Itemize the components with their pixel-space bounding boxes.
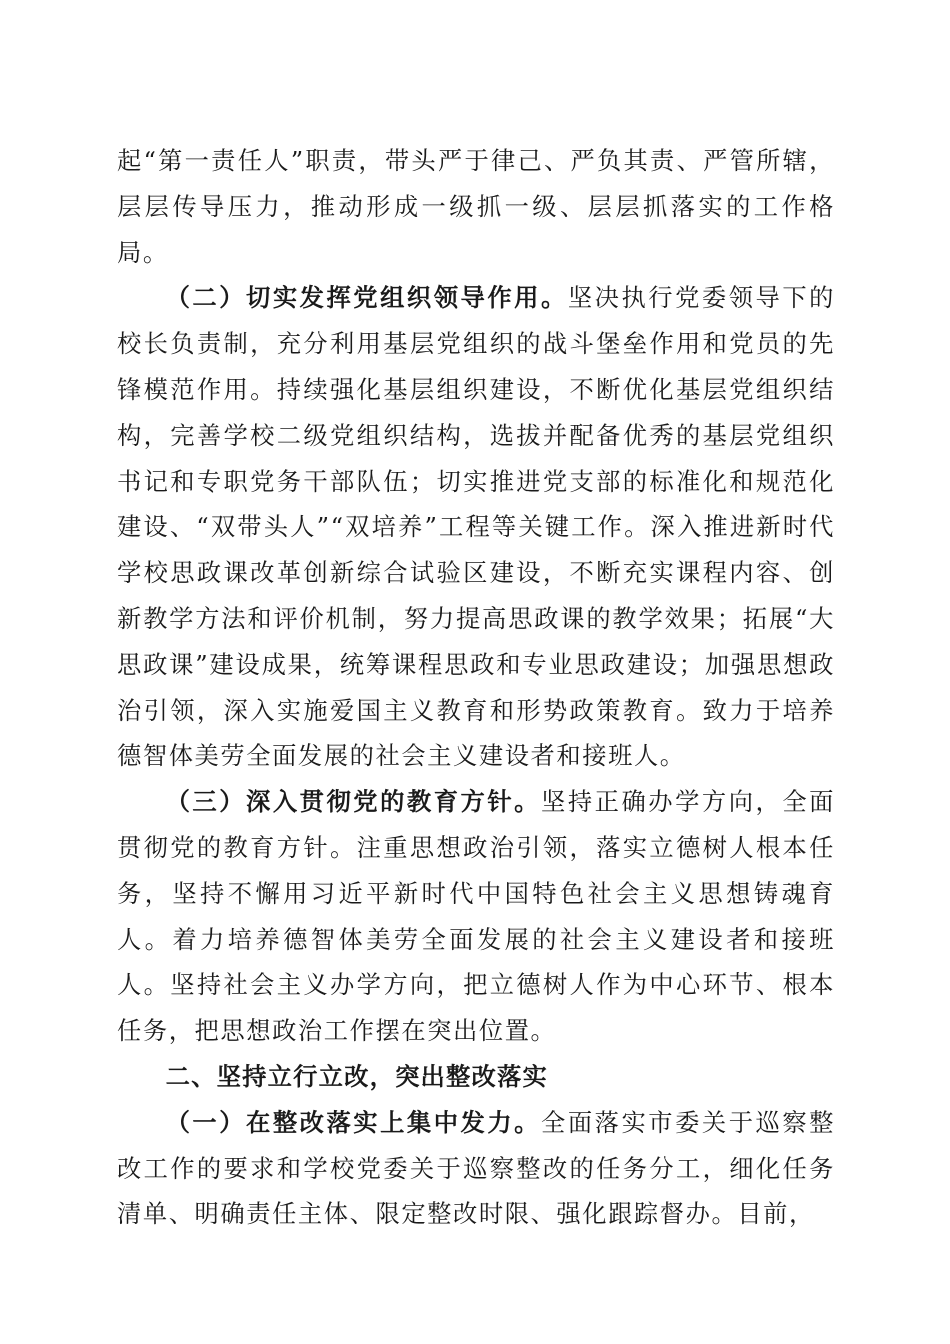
paragraph-education-policy	[117, 779, 835, 1054]
paragraph-rectification	[117, 1100, 835, 1237]
paragraph-text: 全面落实市委关于巡察整改工作的要求和学校党委关于巡察整改的任务分工，细化任务清单、明确责任主体、限定整改时限、强化跟踪督办。目前，	[117, 1107, 835, 1229]
document-body	[117, 138, 835, 1237]
paragraph-lead: （三）深入贯彻党的教育方针。	[165, 787, 541, 817]
paragraph-text: 坚决执行党委领导下的校长负责制，充分利用基层党组织的战斗堡垒作用和党员的先锋模范作用。持续强化基层组织建设，不断优化基层党组织结构，完善学校二级党组织结构，选拔并配备优秀的基层党组织书记和专职党务干部队伍；切实推进党支部的标准化和规范化建设、“双带头人”“双培养”工程等关键工作。深入推进新时代学校思政课改革创新综合试验区建设，不断充实课程内容、创新教学方法和评价机制，努力提高思政课的教学效果；拓展“大思政课”建设成果，统筹课程思政和专业思政建设；加强思想政治引领，深入实施爱国主义教育和形势政策教育。致力于培养德智体美劳全面发展的社会主义建设者和接班人。	[117, 283, 836, 771]
paragraph-continuation	[117, 138, 835, 275]
paragraph-lead: （一）在整改落实上集中发力。	[165, 1107, 541, 1137]
paragraph-party-organization	[117, 275, 835, 779]
paragraph-text: 起“第一责任人”职责，带头严于律己、严负其责、严管所辖，层层传导压力，推动形成一级抓一级、层层抓落实的工作格局。	[117, 146, 835, 267]
section-heading: 二、坚持立行立改，突出整改落实	[165, 1061, 549, 1091]
paragraph-text: 坚持正确办学方向，全面贯彻党的教育方针。注重思想政治引领，落实立德树人根本任务，坚持不懈用习近平新时代中国特色社会主义思想铸魂育人。着力培养德智体美劳全面发展的社会主义建设者和接班人。坚持社会主义办学方向，把立德树人作为中心环节、根本任务，把思想政治工作摆在突出位置。	[117, 787, 835, 1046]
paragraph-lead: （二）切实发挥党组织领导作用。	[165, 283, 568, 313]
